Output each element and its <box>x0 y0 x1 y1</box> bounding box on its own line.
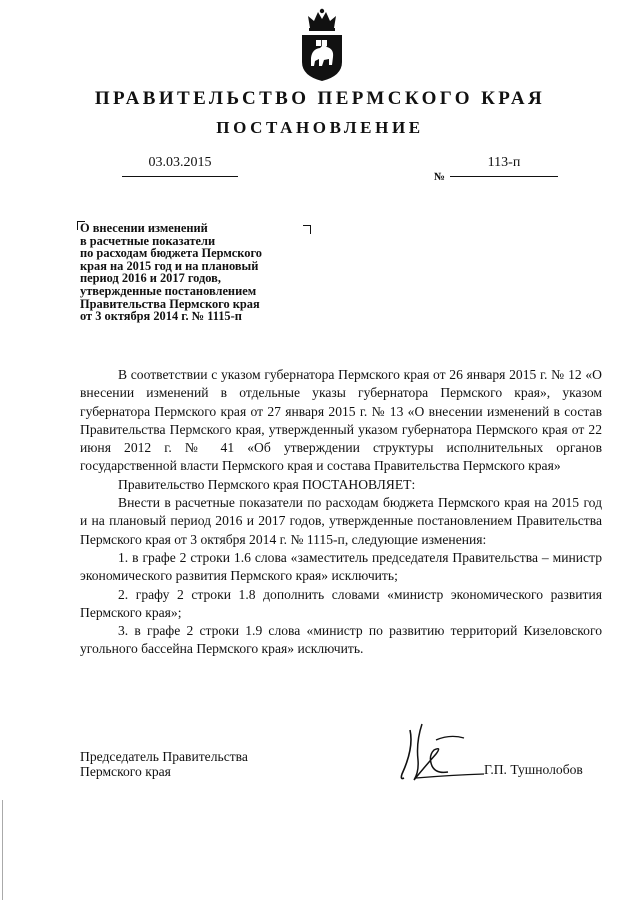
subject-line: утвержденные постановлением <box>80 283 257 298</box>
government-title: ПРАВИТЕЛЬСТВО ПЕРМСКОГО КРАЯ <box>94 88 546 109</box>
signer-position-line: Пермского края <box>80 764 171 779</box>
handwritten-signature-icon <box>392 720 492 786</box>
document-type: ПОСТАНОВЛЕНИЕ <box>216 118 424 137</box>
signer-position <box>80 749 248 779</box>
document-number: 113-п <box>450 155 558 177</box>
signer-position-line: Председатель Правительства <box>80 749 248 764</box>
body-paragraph-item-1: 1. в графе 2 строки 1.6 слова «заместитель председателя Правительства – министр экономического развития Пермского края» исключить; <box>80 549 602 584</box>
body-paragraph-amend: Внести в расчетные показатели по расходам бюджета Пермского края на 2015 год и на плановый период 2016 и 2017 годов, утвержденные постановлением Правительства Пермского края от 3 октября 2014 г. № 1115-п, следующие изменения: <box>80 495 602 547</box>
body-paragraph-item-2: 2. графу 2 строки 1.8 дополнить словами «министр экономического развития Пермского края»; <box>80 586 602 620</box>
subject-line: от 3 октября 2014 г. № 1115-п <box>80 309 242 324</box>
subject-line: Правительства Пермского края <box>80 296 260 311</box>
body-paragraph-item-3: 3. в графе 2 строки 1.9 слова «министр по развитию территорий Кизеловского угольного бассейна Пермского края» исключить. <box>80 623 602 657</box>
body-paragraph-basis: В соответствии с указом губернатора Пермского края от 26 января 2015 г. № 12 «О внесении изменений в отдельные указы губернатора Пермского края», указом губернатора Пермского края от 27 января 2015 г. № 13 «О внесении изменений в состав Правительства Пермского края, утвержденный указом губернатора Пермского края от 22 июня 2012 г. № 41 «Об утверждении структуры исполнительных органов государственной власти Пермского края и состава Правительства Пермского края» <box>80 367 602 474</box>
subject-line: края на 2015 год и на плановый <box>80 258 259 273</box>
document-date: 03.03.2015 <box>122 155 238 177</box>
number-label: № <box>434 171 446 183</box>
body-paragraph-resolves: Правительство Пермского края ПОСТАНОВЛЯЕТ: <box>118 476 416 492</box>
coat-of-arms-icon <box>298 8 346 82</box>
subject-line: по расходам бюджета Пермского <box>80 246 262 261</box>
signer-name: Г.П. Тушнолобов <box>484 762 583 777</box>
subject-line: О внесении изменений <box>80 221 208 235</box>
document-body <box>80 366 602 659</box>
scan-edge-mark <box>2 800 3 900</box>
document-subject <box>80 222 330 323</box>
subject-line: период 2016 и 2017 годов, <box>80 271 221 286</box>
subject-line: в расчетные показатели <box>80 233 216 248</box>
